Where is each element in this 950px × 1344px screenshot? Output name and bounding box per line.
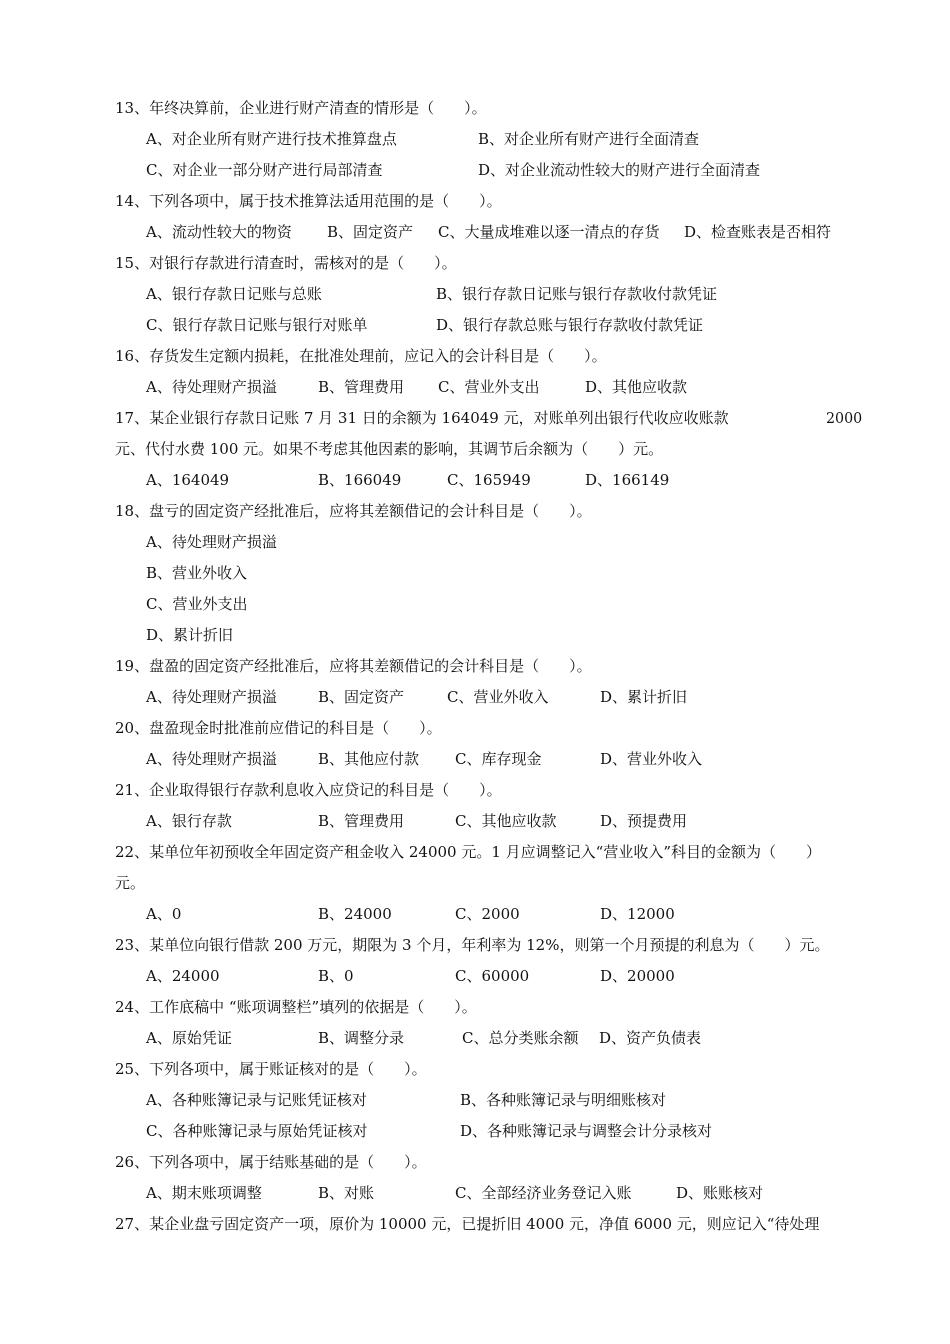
- question-15-stem: 15、对银行存款进行清查时，需核对的是（ ）。: [115, 254, 457, 272]
- question-17-stem-line2: 元、代付水费 100 元。如果不考虑其他因素的影响，其调节后余额为（ ）元。: [115, 440, 664, 458]
- question-14-option-a: A、流动性较大的物资: [146, 223, 292, 241]
- question-23-option-b: B、0: [318, 967, 354, 985]
- question-13-option-a: A、对企业所有财产进行技术推算盘点: [146, 130, 397, 148]
- question-16-option-a: A、待处理财产损溢: [146, 378, 277, 396]
- question-14-option-b: B、固定资产: [327, 223, 414, 241]
- question-19-option-d: D、累计折旧: [600, 688, 688, 706]
- question-17-option-c: C、165949: [447, 471, 531, 489]
- question-22-option-c: C、2000: [455, 905, 520, 923]
- question-26-option-c: C、全部经济业务登记入账: [455, 1184, 632, 1202]
- question-15-option-a: A、银行存款日记账与总账: [146, 285, 322, 303]
- question-14-stem: 14、下列各项中，属于技术推算法适用范围的是（ ）。: [115, 192, 502, 210]
- question-15-option-d: D、银行存款总账与银行存款收付款凭证: [436, 316, 704, 334]
- question-24-option-c: C、总分类账余额: [462, 1029, 579, 1047]
- question-20-option-c: C、库存现金: [455, 750, 542, 768]
- question-23-option-a: A、24000: [146, 967, 220, 985]
- question-18-option-d: D、累计折旧: [146, 626, 234, 644]
- question-20-option-d: D、营业外收入: [600, 750, 703, 768]
- question-18-option-a: A、待处理财产损溢: [146, 533, 277, 551]
- question-19-option-c: C、营业外收入: [447, 688, 549, 706]
- question-25-option-d: D、各种账簿记录与调整会计分录核对: [460, 1122, 713, 1140]
- question-21-option-a: A、银行存款: [146, 812, 232, 830]
- question-19-option-b: B、固定资产: [318, 688, 405, 706]
- question-17-option-d: D、166149: [585, 471, 670, 489]
- question-19-option-a: A、待处理财产损溢: [146, 688, 277, 706]
- question-17-stem-line1: 17、某企业银行存款日记账 7 月 31 日的余额为 164049 元，对账单列出银行代收应收账款: [115, 409, 729, 427]
- question-15-option-c: C、银行存款日记账与银行对账单: [146, 316, 368, 334]
- question-24-stem: 24、工作底稿中 “账项调整栏”填列的依据是（ ）。: [115, 998, 477, 1016]
- question-14-option-c: C、大量成堆难以逐一清点的存货: [438, 223, 660, 241]
- question-25-option-a: A、各种账簿记录与记账凭证核对: [146, 1091, 367, 1109]
- question-13-stem: 13、年终决算前，企业进行财产清查的情形是（ ）。: [115, 99, 487, 117]
- question-13-option-c: C、对企业一部分财产进行局部清查: [146, 161, 383, 179]
- question-17-option-a: A、164049: [146, 471, 230, 489]
- question-23-option-c: C、60000: [455, 967, 530, 985]
- question-16-option-d: D、其他应收款: [585, 378, 688, 396]
- question-22-stem-line2: 元。: [115, 874, 146, 892]
- question-22-option-b: B、24000: [318, 905, 392, 923]
- question-20-option-a: A、待处理财产损溢: [146, 750, 277, 768]
- question-26-option-b: B、对账: [318, 1184, 375, 1202]
- question-26-stem: 26、下列各项中，属于结账基础的是（ ）。: [115, 1153, 427, 1171]
- question-18-option-b: B、营业外收入: [146, 564, 248, 582]
- question-22-option-a: A、0: [146, 905, 182, 923]
- question-23-stem: 23、某单位向银行借款 200 万元，期限为 3 个月，年利率为 12%，则第一个月预提的利息为（ ）元。: [115, 936, 830, 954]
- question-25-option-b: B、各种账簿记录与明细账核对: [460, 1091, 667, 1109]
- question-20-stem: 20、盘盈现金时批准前应借记的科目是（ ）。: [115, 719, 442, 737]
- question-17-option-b: B、166049: [318, 471, 402, 489]
- question-24-option-d: D、资产负债表: [599, 1029, 702, 1047]
- question-26-option-a: A、期末账项调整: [146, 1184, 262, 1202]
- question-18-option-c: C、营业外支出: [146, 595, 248, 613]
- question-23-option-d: D、20000: [600, 967, 675, 985]
- question-17-stem-line1-end: 2000: [826, 409, 863, 427]
- question-25-option-c: C、各种账簿记录与原始凭证核对: [146, 1122, 368, 1140]
- question-21-option-b: B、管理费用: [318, 812, 405, 830]
- question-25-stem: 25、下列各项中，属于账证核对的是（ ）。: [115, 1060, 427, 1078]
- question-22-option-d: D、12000: [600, 905, 675, 923]
- question-18-stem: 18、盘亏的固定资产经批准后，应将其差额借记的会计科目是（ ）。: [115, 502, 592, 520]
- question-26-option-d: D、账账核对: [676, 1184, 764, 1202]
- question-15-option-b: B、银行存款日记账与银行存款收付款凭证: [436, 285, 718, 303]
- question-16-option-c: C、营业外支出: [438, 378, 540, 396]
- question-27-stem: 27、某企业盘亏固定资产一项，原价为 10000 元，已提折旧 4000 元，净值 6000 元，则应记入“待处理: [115, 1215, 820, 1233]
- question-22-stem-line1: 22、某单位年初预收全年固定资产租金收入 24000 元。1 月应调整记入“营业收入”科目的金额为（ ）: [115, 843, 821, 861]
- question-21-option-d: D、预提费用: [600, 812, 688, 830]
- question-13-option-b: B、对企业所有财产进行全面清查: [478, 130, 700, 148]
- question-19-stem: 19、盘盈的固定资产经批准后，应将其差额借记的会计科目是（ ）。: [115, 657, 592, 675]
- question-21-option-c: C、其他应收款: [455, 812, 557, 830]
- question-16-option-b: B、管理费用: [318, 378, 405, 396]
- question-24-option-b: B、调整分录: [318, 1029, 405, 1047]
- question-16-stem: 16、存货发生定额内损耗，在批准处理前，应记入的会计科目是（ ）。: [115, 347, 607, 365]
- question-20-option-b: B、其他应付款: [318, 750, 420, 768]
- question-14-option-d: D、检查账表是否相符: [684, 223, 832, 241]
- question-24-option-a: A、原始凭证: [146, 1029, 232, 1047]
- question-21-stem: 21、企业取得银行存款利息收入应贷记的科目是（ ）。: [115, 781, 502, 799]
- question-13-option-d: D、对企业流动性较大的财产进行全面清查: [478, 161, 761, 179]
